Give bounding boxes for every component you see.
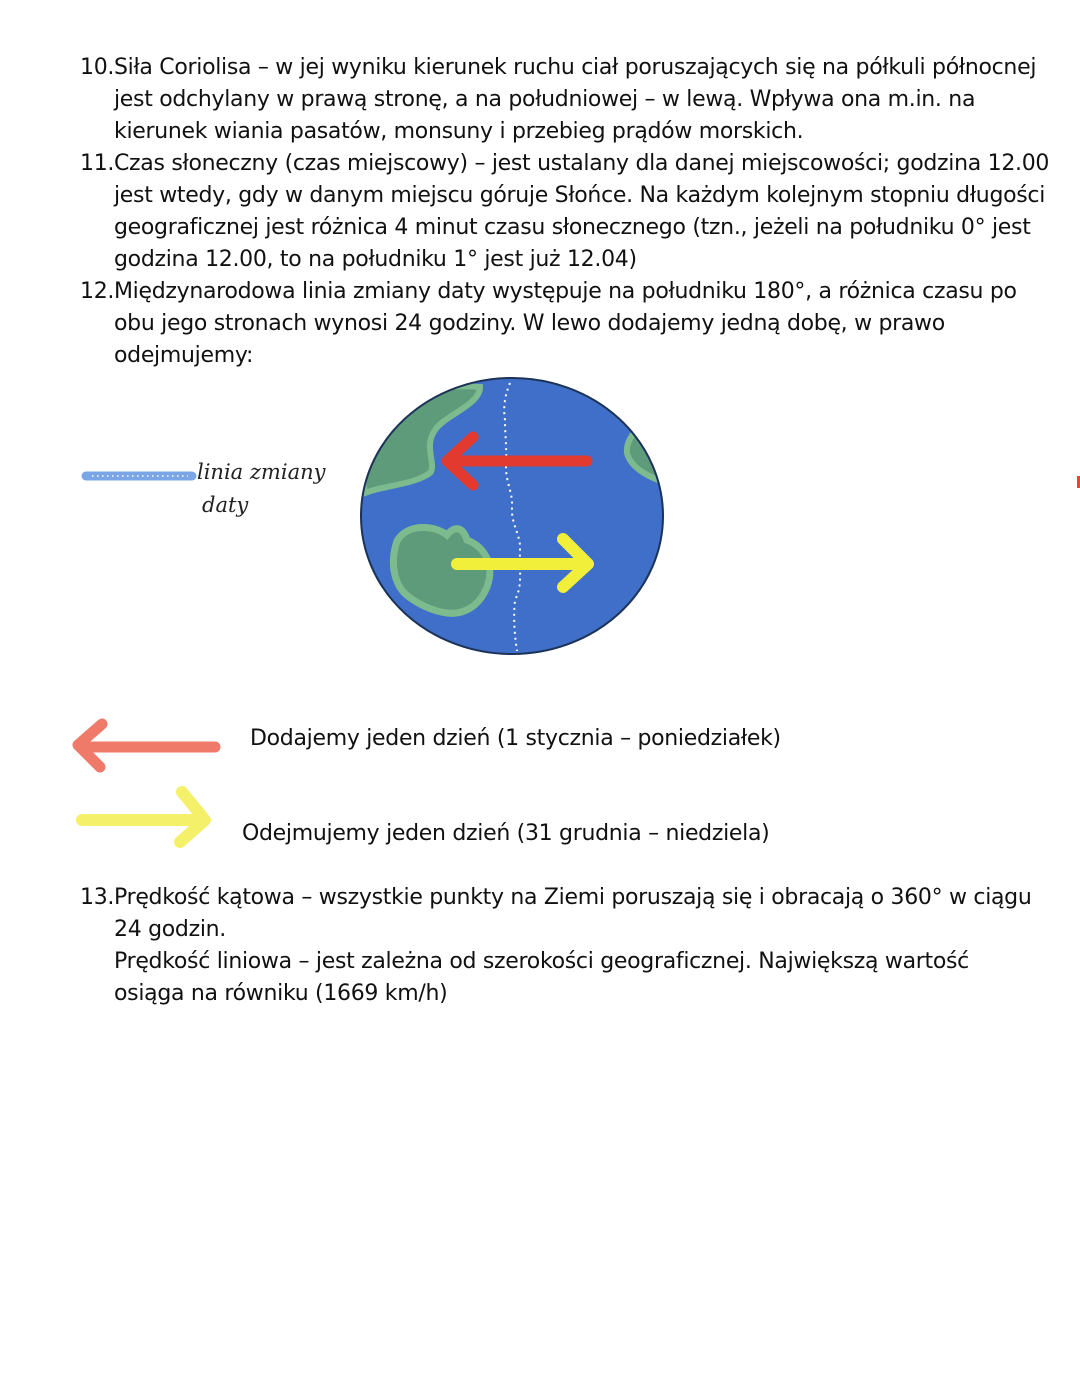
subtract-day-label: Odejmujemy jeden dzień (31 grudnia – niedziela) (242, 821, 770, 846)
item-number: 10. (80, 55, 115, 80)
item-text-line: odejmujemy: (114, 343, 254, 368)
item-text-line: Czas słoneczny (czas miejscowy) – jest ustalany dla danej miejscowości; godzina 12.00 (114, 151, 1050, 176)
arrow-left-icon (70, 712, 230, 782)
arrow-right-icon (70, 782, 230, 852)
item-text-line: Prędkość kątowa – wszystkie punkty na Ziemi poruszają się i obracają o 360° w ciągu (114, 885, 1032, 910)
item-text-line: godzina 12.00, to na południku 1° jest już 12.04) (114, 247, 637, 272)
item-text-line: Międzynarodowa linia zmiany daty występuje na południku 180°, a różnica czasu po (114, 279, 1017, 304)
item-text-line: Prędkość liniowa – jest zależna od szerokości geograficznej. Największą wartość (114, 949, 969, 974)
add-day-label: Dodajemy jeden dzień (1 stycznia – poniedziałek) (250, 726, 781, 751)
landmass-australia (393, 527, 489, 613)
item-text-line: obu jego stronach wynosi 24 godziny. W lewo dodajemy jedną dobę, w prawo (114, 311, 945, 336)
item-text-line: Siła Coriolisa – w jej wyniku kierunek ruchu ciał poruszających się na półkuli północnej (114, 55, 1037, 80)
item-text-line: geograficznej jest różnica 4 minut czasu słonecznego (tzn., jeżeli na południku 0° jest (114, 215, 1031, 240)
item-text-line: 24 godzin. (114, 917, 226, 942)
list-item-10 (80, 52, 1040, 148)
date-line-label-1: linia zmiany (197, 460, 326, 484)
date-line-label-2: daty (202, 493, 249, 517)
list-item-13 (80, 882, 1040, 1010)
item-text-line: jest wtedy, gdy w danym miejscu góruje Słońce. Na każdym kolejnym stopniu długości (114, 183, 1046, 208)
date-line-legend-svg (80, 455, 330, 525)
list-item-12 (80, 276, 1040, 372)
item-number: 11. (80, 151, 115, 176)
date-line-legend (80, 455, 330, 525)
item-number: 12. (80, 279, 115, 304)
item-text-line: osiąga na równiku (1669 km/h) (114, 981, 448, 1006)
item-number: 13. (80, 885, 115, 910)
globe-svg (355, 375, 670, 660)
list-item-11 (80, 148, 1050, 276)
globe-illustration (355, 375, 670, 660)
item-text-line: jest odchylany w prawą stronę, a na południowej – w lewą. Wpływa ona m.in. na (114, 87, 976, 112)
item-text-line: kierunek wiania pasatów, monsuny i przebieg prądów morskich. (114, 119, 804, 144)
